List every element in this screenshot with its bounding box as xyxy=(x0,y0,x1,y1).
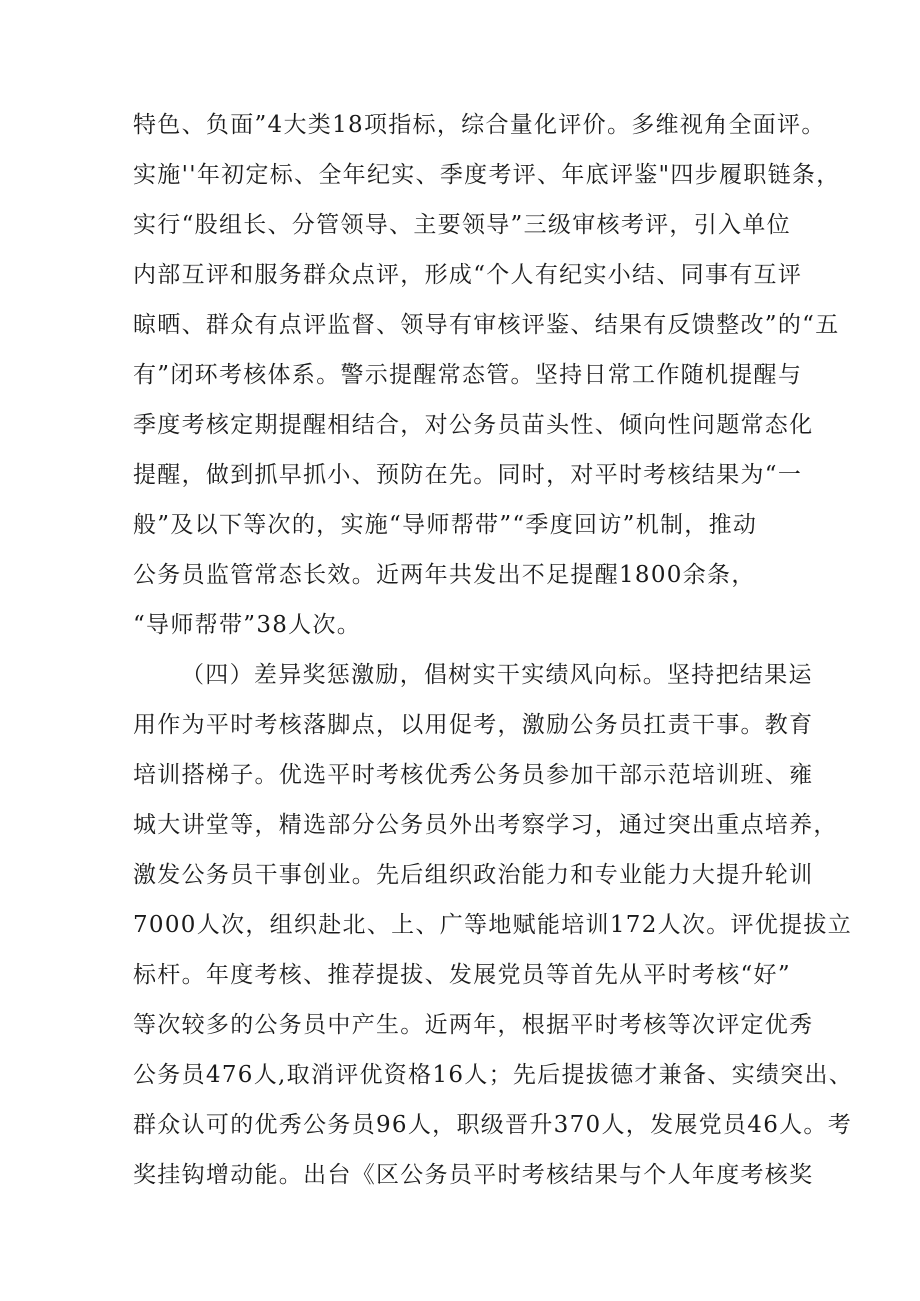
text-line: 公务员476人,取消评优资格16人；先后提拔德才兼备、实绩突出、 xyxy=(133,1062,854,1088)
text-line: 城大讲堂等，精选部分公务员外出考察学习，通过突出重点培养， xyxy=(133,812,838,838)
text-line: 提醒，做到抓早抓小、预防在先。同时，对平时考核结果为“一 xyxy=(133,462,803,488)
text-line: 季度考核定期提醒相结合，对公务员苗头性、倾向性问题常态化 xyxy=(133,412,814,438)
text-line: 晾晒、群众有点评监督、领导有审核评鉴、结果有反馈整改”的“五 xyxy=(133,312,840,338)
text-line: 奖挂钩增动能。出台《区公务员平时考核结果与个人年度考核奖 xyxy=(133,1162,814,1188)
text-line: 有”闭环考核体系。警示提醒常态管。坚持日常工作随机提醒与 xyxy=(133,362,803,388)
text-line: 用作为平时考核落脚点，以用促考，激励公务员扛责干事。教育 xyxy=(133,712,814,738)
text-line: 内部互评和服务群众点评，形成“个人有纪实小结、同事有互评 xyxy=(133,262,803,288)
text-line: “导师帮带”38人次。 xyxy=(133,612,362,638)
text-line: 般”及以下等次的，实施“导师帮带”“季度回访”机制，推动 xyxy=(133,512,758,538)
text-line: 激发公务员干事创业。先后组织政治能力和专业能力大提升轮训 xyxy=(133,862,814,888)
text-line: 实行“股组长、分管领导、主要领导”三级审核考评，引入单位 xyxy=(133,212,791,238)
section-heading-line: （四）差异奖惩激励，倡树实干实绩风向标。坚持把结果运 xyxy=(181,662,813,688)
text-line: 7000人次，组织赴北、上、广等地赋能培训172人次。评优提拔立 xyxy=(133,912,853,938)
text-line: 公务员监管常态长效。近两年共发出不足提醒1800余条， xyxy=(133,562,756,588)
text-line: 培训搭梯子。优选平时考核优秀公务员参加干部示范培训班、雍 xyxy=(133,762,814,788)
text-line: 等次较多的公务员中产生。近两年，根据平时考核等次评定优秀 xyxy=(133,1012,814,1038)
text-line: 标杆。年度考核、推荐提拔、发展党员等首先从平时考核“好” xyxy=(133,962,791,988)
text-line: 群众认可的优秀公务员96人，职级晋升370人，发展党员46人。考 xyxy=(133,1112,853,1138)
text-line: 实施''年初定标、全年纪实、季度考评、年底评鉴"四步履职链条， xyxy=(133,162,841,188)
text-line: 特色、负面”4大类18项指标，综合量化评价。多维视角全面评。 xyxy=(133,112,826,138)
body-text xyxy=(133,100,854,1200)
